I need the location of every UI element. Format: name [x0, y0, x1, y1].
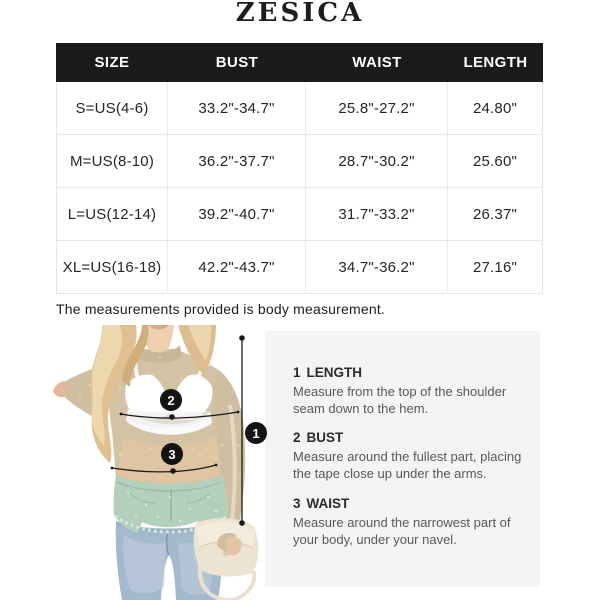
measure-guide-panel [265, 331, 540, 587]
size-cell: S=US(4-6) [57, 82, 168, 134]
guide-text-line: seam down to the hem. [293, 401, 429, 417]
guide-item-bust [293, 430, 526, 482]
guide-item-waist [293, 496, 526, 548]
guide-text-line: Measure around the fullest part, placing [293, 449, 522, 465]
bust-cell: 33.2"-34.7" [168, 82, 306, 134]
col-header-bust: BUST [215, 54, 259, 71]
guide-label: WAIST [306, 495, 350, 511]
col-header-length: LENGTH [463, 54, 528, 71]
length-cell: 27.16" [472, 258, 518, 276]
model-photo [50, 325, 270, 600]
length-marker: 1 [245, 422, 267, 444]
brand-logo: ZESICA [235, 0, 365, 28]
size-cell: M=US(8-10) [57, 135, 168, 187]
guide-text-line: the tape close up under the arms. [293, 466, 487, 482]
size-table-header [56, 43, 543, 82]
waist-cell: 31.7"-33.2" [306, 188, 448, 240]
length-cell: 26.37" [472, 205, 518, 223]
guide-text-line: Measure around the narrowest part of [293, 514, 511, 530]
table-row-l [57, 188, 542, 241]
guide-number: 2 [293, 430, 301, 446]
waist-cell: 34.7"-36.2" [306, 241, 448, 293]
col-header-size: SIZE [94, 54, 130, 71]
guide-number: 1 [293, 365, 301, 380]
table-row-xl [57, 241, 542, 293]
model-illustration [50, 325, 270, 600]
body-measurement-note: The measurements provided is body measurement. [56, 301, 386, 317]
bust-cell: 42.2"-43.7" [168, 241, 306, 293]
guide-label: LENGTH [306, 365, 363, 380]
bust-marker: 2 [160, 389, 182, 411]
bust-cell: 39.2"-40.7" [168, 188, 306, 240]
size-cell: XL=US(16-18) [57, 241, 168, 293]
guide-heading-waist [293, 496, 526, 511]
bust-cell: 36.2"-37.7" [168, 135, 306, 187]
guide-heading-length [293, 365, 526, 380]
guide-label: BUST [306, 430, 344, 446]
size-table [56, 43, 543, 294]
col-header-waist: WAIST [352, 54, 402, 71]
table-row-m [57, 135, 542, 188]
waist-cell: 28.7"-30.2" [306, 135, 448, 187]
guide-number: 3 [293, 495, 301, 511]
guide-heading-bust [293, 430, 526, 445]
guide-text-line: Measure from the top of the shoulder [293, 384, 507, 399]
table-row-s [57, 82, 542, 135]
length-cell: 24.80" [472, 99, 518, 117]
size-cell: L=US(12-14) [57, 188, 168, 240]
waist-marker: 3 [161, 443, 183, 465]
guide-item-length [293, 365, 526, 417]
guide-text-line: your body, under your navel. [293, 531, 457, 547]
waist-cell: 25.8"-27.2" [306, 82, 448, 134]
size-table-body [56, 82, 543, 294]
length-cell: 25.60" [472, 152, 518, 170]
